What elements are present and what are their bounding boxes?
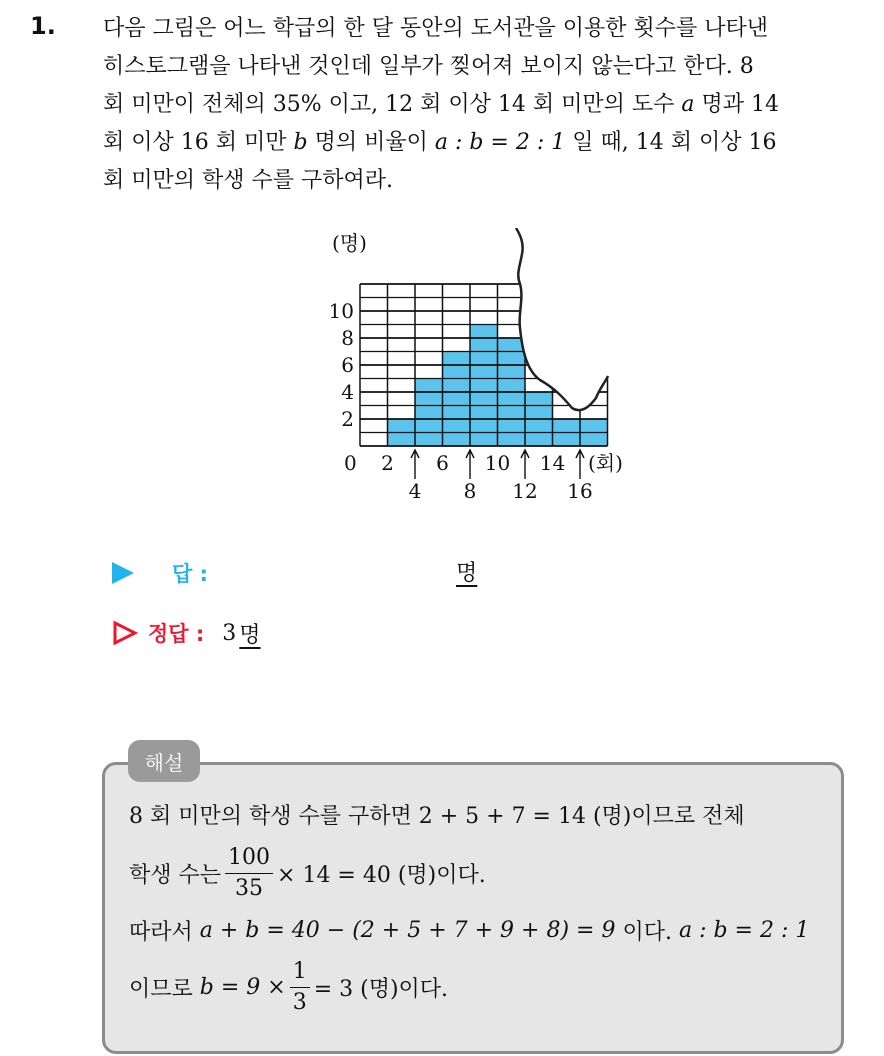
x-tick-label: 8 bbox=[463, 479, 477, 503]
question-line-4-mid: 명의 비율이 bbox=[314, 130, 428, 155]
question-number: 1. bbox=[30, 12, 56, 40]
fraction-100-35 bbox=[225, 847, 273, 900]
outline-triangle-icon bbox=[112, 620, 138, 646]
x-tick-label: 6 bbox=[436, 451, 449, 475]
explanation-line-3 bbox=[129, 915, 809, 946]
y-tick-label: 10 bbox=[328, 299, 354, 323]
x-tick-arrow bbox=[411, 450, 419, 479]
explanation-line-2-prefix: 학생 수는 bbox=[129, 863, 222, 888]
explanation-line-3-mid: 이다. bbox=[622, 920, 672, 945]
question-line-4 bbox=[103, 124, 863, 162]
ratio-expression: a : b = 2 : 1 bbox=[434, 130, 566, 155]
histogram-bar bbox=[470, 325, 498, 447]
correct-answer-unit: 명 bbox=[239, 622, 261, 648]
explanation-line-2-suffix: × 14 = 40 (명)이다. bbox=[277, 863, 486, 888]
question-text bbox=[103, 10, 863, 200]
y-tick-label: 2 bbox=[341, 407, 354, 431]
torn-edge bbox=[516, 228, 608, 410]
fraction-denominator: 35 bbox=[235, 876, 264, 901]
explanation-line-4-prefix: 이므로 bbox=[129, 977, 193, 1002]
x-tick-label: 2 bbox=[381, 451, 394, 475]
question-line-3-end: 명과 14 bbox=[701, 92, 779, 117]
fraction-numerator: 100 bbox=[225, 847, 273, 874]
explanation-line-3-ratio: a : b = 2 : 1 bbox=[678, 918, 810, 943]
question-line-1: 다음 그림은 어느 학급의 한 달 동안의 도서관을 이용한 횟수를 나타낸 bbox=[103, 16, 768, 41]
question-line-3-text: 회 미만이 전체의 35% 이고, 12 회 이상 14 회 미만의 도수 bbox=[103, 92, 675, 117]
question-line-4-end: 일 때, 14 회 이상 16 bbox=[572, 130, 777, 155]
explanation-line-1: 8 회 미만의 학생 수를 구하면 2 + 5 + 7 = 14 (명)이므로 전체 bbox=[129, 804, 745, 829]
y-tick-label: 4 bbox=[341, 380, 354, 404]
question-line-4-text: 회 이상 16 회 미만 bbox=[103, 130, 287, 155]
explanation-box bbox=[102, 762, 844, 1054]
explanation-line-3-prefix: 따라서 bbox=[129, 920, 193, 945]
y-tick-label: 8 bbox=[341, 326, 354, 350]
correct-answer-value: 3 bbox=[222, 620, 237, 646]
correct-answer-row bbox=[112, 616, 261, 650]
play-triangle-icon bbox=[112, 562, 134, 584]
origin-label: 0 bbox=[344, 451, 357, 475]
histogram-chart bbox=[310, 228, 640, 510]
y-tick-label: 6 bbox=[341, 353, 354, 377]
x-tick-label: 4 bbox=[408, 479, 422, 503]
x-tick-arrow bbox=[521, 450, 529, 479]
x-tick-arrow bbox=[576, 450, 584, 479]
answer-label: 답 : bbox=[172, 562, 208, 586]
explanation-line-4-expr: b = 9 × bbox=[199, 975, 286, 1000]
variable-a: a bbox=[681, 92, 695, 117]
x-tick-label: 12 bbox=[512, 479, 538, 503]
x-tick-arrow bbox=[466, 450, 474, 479]
x-axis-label: (회) bbox=[588, 451, 623, 475]
correct-answer-label: 정답 : bbox=[148, 622, 205, 646]
histogram-bar bbox=[415, 379, 443, 447]
question-line-3 bbox=[103, 86, 863, 124]
answer-row bbox=[112, 556, 208, 590]
variable-b: b bbox=[293, 130, 308, 155]
fraction-1-3 bbox=[290, 961, 310, 1014]
y-axis-label: (명) bbox=[332, 231, 367, 255]
question-line-5: 회 미만의 학생 수를 구하여라. bbox=[103, 168, 393, 193]
explanation-line-4 bbox=[129, 961, 448, 1014]
explanation-line-2 bbox=[129, 847, 486, 900]
explanation-line-3-expr: a + b = 40 − (2 + 5 + 7 + 9 + 8) = 9 bbox=[199, 918, 616, 943]
explanation-line-4-suffix: = 3 (명)이다. bbox=[313, 977, 449, 1002]
x-tick-label: 10 bbox=[484, 451, 511, 475]
x-tick-label: 16 bbox=[567, 479, 593, 503]
fraction-numerator: 1 bbox=[290, 961, 310, 988]
x-tick-label: 14 bbox=[539, 451, 566, 475]
answer-unit: 명 bbox=[456, 561, 478, 586]
question-line-2: 히스토그램을 나타낸 것인데 일부가 찢어져 보이지 않는다고 한다. 8 bbox=[103, 54, 754, 79]
explanation-tab: 해설 bbox=[128, 740, 200, 782]
fraction-denominator: 3 bbox=[292, 990, 307, 1015]
